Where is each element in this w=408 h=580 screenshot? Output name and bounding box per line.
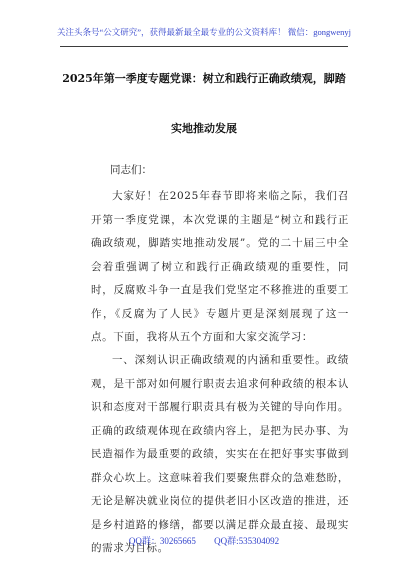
body-paragraph-2 <box>91 349 349 561</box>
paragraph-text: 一、深刻认识正确政绩观的内涵和重要性。政绩观，是干部对如何履行职责去追求何种政绩的根本认识和态度对干部履行职责具有极为关键的导向作用。正确的政绩观体现在政绩内容上，是把为民办事、为民造福作为最重要的政绩，实实在在把好事实事做到群众心坎上。这意味着我们要聚焦群众的急难愁盼，无论是解决就业岗位的提供老旧小区改造的推进，还是乡村道路的修缮，都要以满足群众最直接、最现实的需求为目标。 <box>91 354 349 554</box>
header-note: 关注头条号“公文研究”，获得最新最全最专业的公文资料库！ 微信：gongwenyj <box>57 27 351 37</box>
document-title-line-1: 2025年第一季度专题党课：树立和践行正确政绩观，脚踏 <box>62 72 346 85</box>
header-divider <box>60 46 348 47</box>
salutation: 同志们： <box>110 164 152 176</box>
paragraph-text: 大家好！在2025年春节即将来临之际，我们召开第一季度党课，本次党课的主题是“树立和践行正确政绩观，脚踏实地推动发展”。党的二十届三中全会着重强调了树立和践行正确政绩观的重要性，同时，反腐败斗争一直是我们党坚定不移推进的重要工作，《反腐为了人民》专题片更是深刻展现了这一点。下面，我将从五个方面和大家交流学习： <box>91 190 349 343</box>
footer-contact <box>0 534 408 547</box>
document-title-line-2: 实地推动发展 <box>171 122 237 135</box>
footer-qq-group-1: QQ群：30265665 <box>128 536 196 546</box>
body-paragraph-1 <box>91 185 349 350</box>
footer-qq-group-2: QQ群:535304092 <box>214 536 280 546</box>
